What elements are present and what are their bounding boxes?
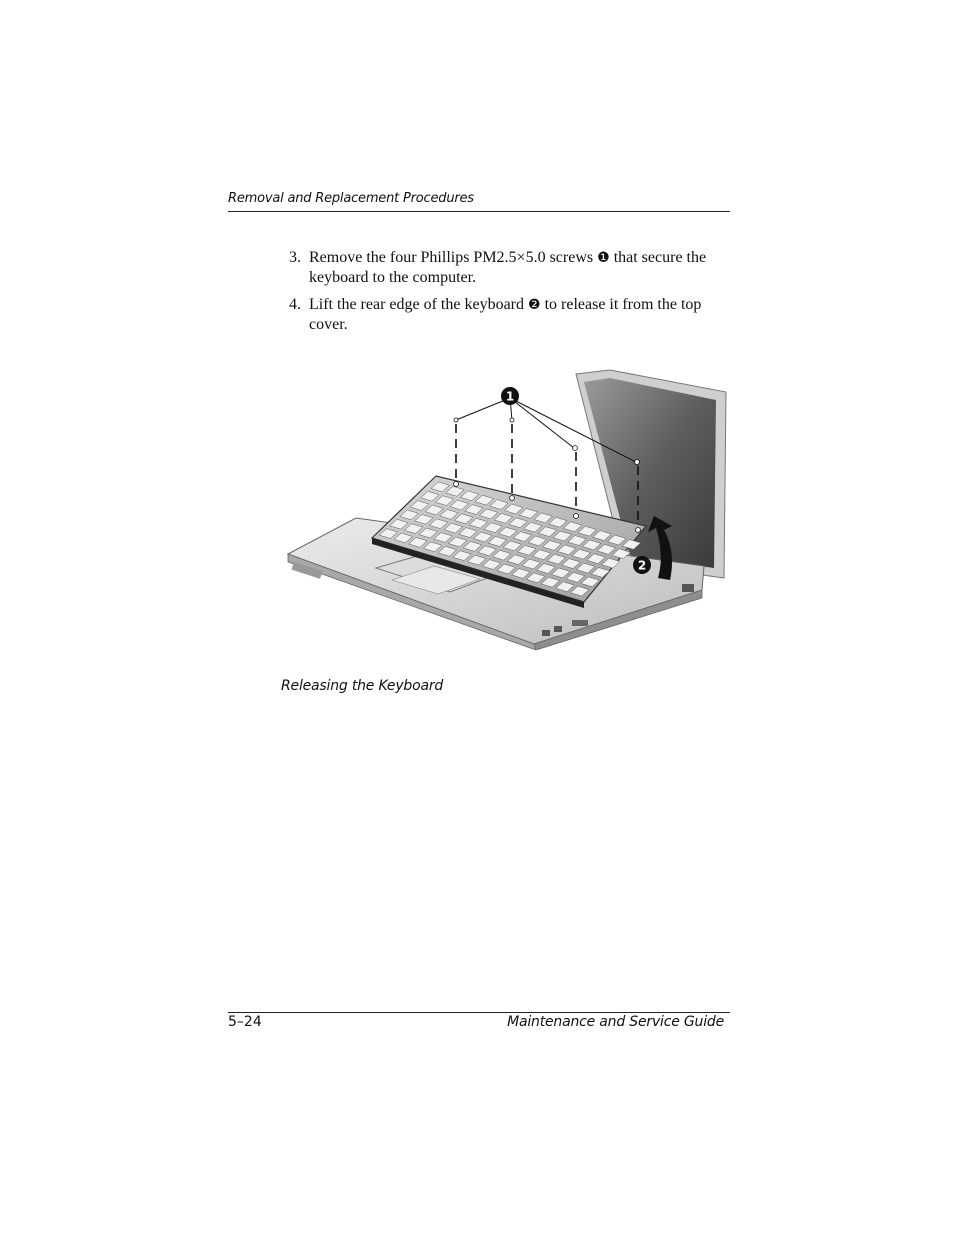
header-rule xyxy=(228,211,730,212)
step-text-before: Remove the four Phillips PM2.5×5.0 screws xyxy=(309,249,598,266)
page-number: 5–24 xyxy=(228,1014,262,1030)
figure-caption: Releasing the Keyboard xyxy=(281,678,444,694)
step-text-before: Lift the rear edge of the keyboard xyxy=(309,296,529,313)
step-4 xyxy=(289,295,729,334)
keyboard-removal-illustration xyxy=(284,368,730,650)
procedure-steps xyxy=(289,248,729,342)
callout-2-symbol: ❷ xyxy=(528,297,541,313)
step-text-after: that secure the keyboard to the computer. xyxy=(309,249,707,286)
callout-1-label: 1 xyxy=(505,389,515,404)
step-text-after: to release it from the top cover. xyxy=(309,296,702,333)
step-number: 3. xyxy=(289,249,301,266)
footer-rule xyxy=(228,1012,730,1013)
callout-1-badge xyxy=(501,387,519,405)
step-3 xyxy=(289,248,729,287)
guide-title: Maintenance and Service Guide xyxy=(507,1014,724,1030)
callout-2-badge xyxy=(633,556,651,574)
callout-1-symbol: ❶ xyxy=(597,250,610,266)
callout-2-label: 2 xyxy=(637,558,647,573)
step-number: 4. xyxy=(289,296,301,313)
running-header: Removal and Replacement Procedures xyxy=(228,191,474,206)
